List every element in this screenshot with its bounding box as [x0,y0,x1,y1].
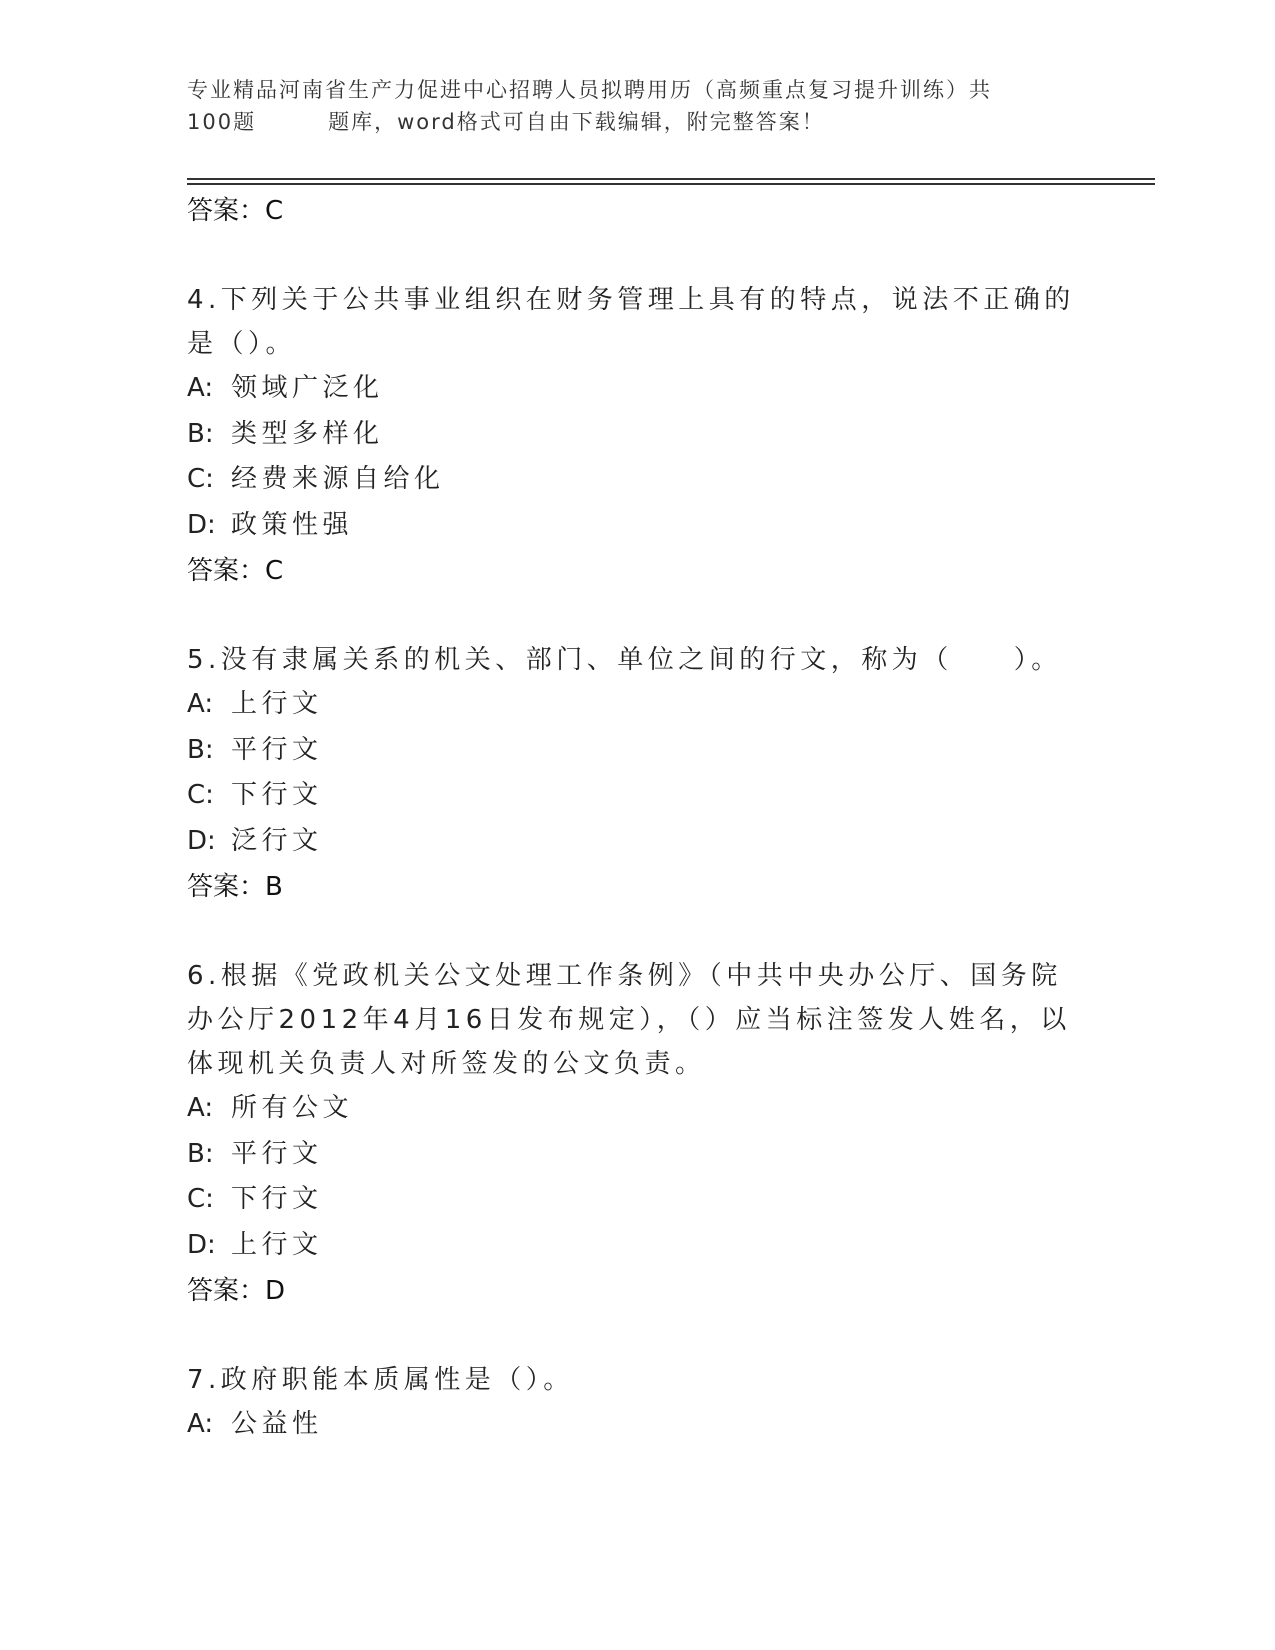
answer-line: 答案：C [187,196,284,226]
option-d [187,503,1087,549]
option-letter: B: [187,418,214,449]
option-letter: D: [187,1229,216,1260]
option-text: 泛行文 [231,825,323,856]
option-a [187,1086,1087,1132]
option-letter: C: [187,464,214,494]
option-text: 类型多样化 [231,418,384,449]
option-text: 政策性强 [231,509,354,540]
option-text: 下行文 [231,780,323,810]
option-c [187,457,1087,503]
option-text: 平行文 [231,1138,323,1169]
option-c [187,773,1087,819]
option-text: 所有公文 [231,1093,354,1123]
answer-line: 答案：B [187,872,283,902]
option-letter: D: [187,825,216,856]
question-text: 6.根据《党政机关公文处理工作条例》（中共中央办公厅、国务院办公厅2012年4月16日发布规定），（）应当标注签发人姓名，以体现机关负责人对所签发的公文负责。 [187,961,1071,1079]
option-letter: A: [187,689,214,719]
question-item [187,954,1087,1314]
question-item [187,638,1087,910]
question-text: 4.下列关于公共事业组织在财务管理上具有的特点，说法不正确的是（）。 [187,285,1075,359]
answer-line: 答案：C [187,556,284,586]
option-b [187,728,1087,774]
option-letter: A: [187,1093,214,1123]
option-d [187,1223,1087,1269]
option-b [187,1132,1087,1178]
option-letter: B: [187,1138,214,1169]
answer-line: 答案：D [187,1276,286,1306]
option-text: 领域广泛化 [231,373,384,403]
option-text: 公益性 [231,1409,323,1439]
option-letter: C: [187,1184,214,1214]
header-title-line1: 专业精品河南省生产力促进中心招聘人员拟聘用历（高频重点复习提升训练）共 [187,78,992,102]
header-divider-bottom [187,183,1155,185]
question-text: 5.没有隶属关系的机关、部门、单位之间的行文，称为（ ）。 [187,645,1062,675]
option-text: 上行文 [231,1229,323,1260]
option-text: 上行文 [231,689,323,719]
option-a [187,682,1087,728]
option-text: 经费来源自给化 [231,464,445,494]
option-letter: A: [187,1409,214,1439]
option-letter: D: [187,509,216,540]
option-c [187,1177,1087,1223]
option-text: 平行文 [231,734,323,765]
question-text: 7.政府职能本质属性是（）。 [187,1365,574,1395]
option-letter: A: [187,373,214,403]
option-a [187,366,1087,412]
option-letter: B: [187,734,214,765]
question-item [187,278,1087,594]
question-item [187,1358,1087,1448]
option-a [187,1402,1087,1448]
option-b [187,412,1087,458]
question-list [187,188,1087,1448]
header-title-line2 [187,106,1067,138]
option-d [187,819,1087,865]
header-divider-top [187,178,1155,180]
header-description: 题库，word格式可自由下载编辑，附完整答案！ [328,110,825,134]
option-text: 下行文 [231,1184,323,1214]
page-header [187,74,1067,138]
option-letter: C: [187,780,214,810]
header-count: 100题 [187,110,257,134]
